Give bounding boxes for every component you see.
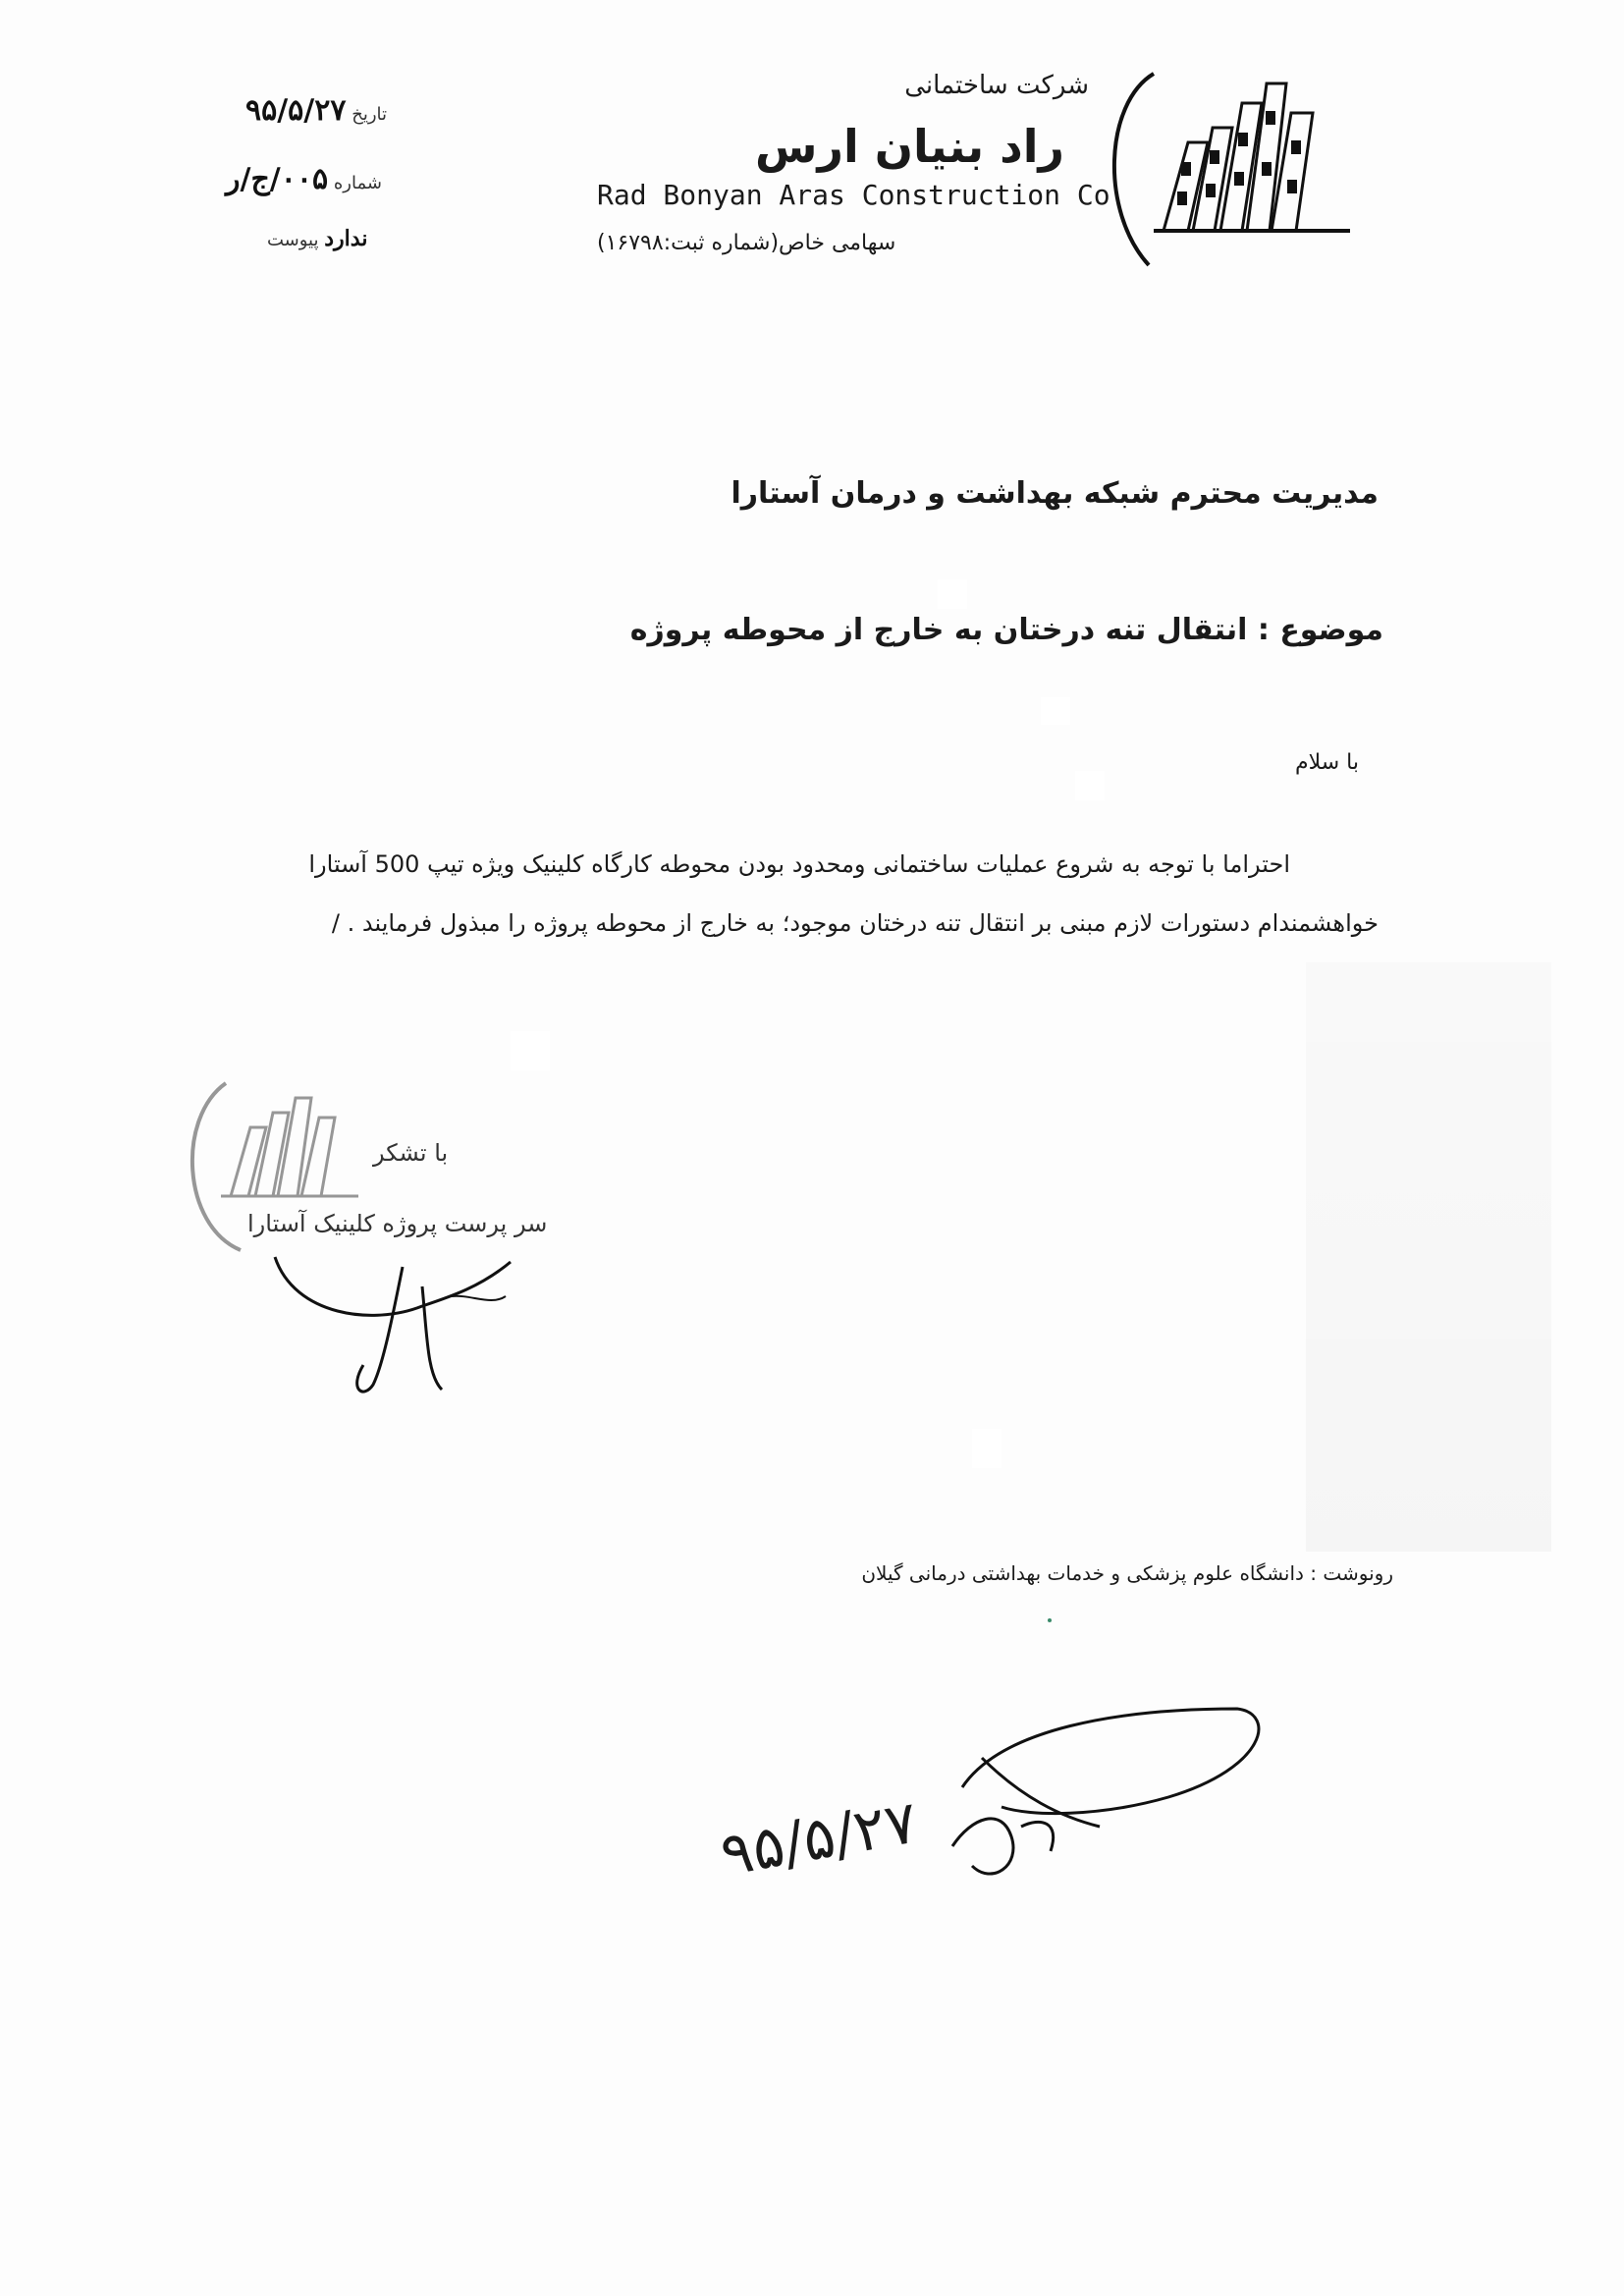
company-logo-icon <box>1095 54 1360 285</box>
redaction-box <box>1041 697 1070 725</box>
signature-icon <box>255 1169 530 1404</box>
redaction-box <box>511 1031 550 1070</box>
company-registration: سهامی خاص(شماره ثبت:۱۶۷۹۸) <box>597 231 896 255</box>
carbon-copy: رونوشت : دانشگاه علوم پزشکی و خدمات بهداشتی درمانی گیلان <box>861 1561 1393 1585</box>
handwritten-date: ۹۵/۵/۲۷ <box>715 1787 923 1890</box>
number-value: ۰۰۵/ج/ر <box>226 162 329 196</box>
company-name-en: Rad Bonyan Aras Construction Co <box>597 179 1110 211</box>
redaction-box <box>938 579 967 609</box>
redaction-box <box>972 1429 1001 1468</box>
date-label: تاریخ <box>352 104 388 125</box>
subject-line: موضوع : انتقال تنه درختان به خارج از محوطه پروژه <box>629 613 1383 647</box>
redaction-box <box>1075 771 1105 800</box>
number-field <box>226 162 382 196</box>
closing: با تشکر <box>373 1139 449 1167</box>
date-value: ۹۵/۵/۲۷ <box>245 93 347 128</box>
number-label: شماره <box>333 173 382 193</box>
attachment-value: ندارد <box>324 226 368 251</box>
date-field <box>245 93 387 128</box>
signer-title: سر پرست پروژه کلینیک آستارا <box>247 1210 548 1237</box>
scan-shadow <box>1306 962 1551 1552</box>
attachment-field <box>267 226 367 251</box>
ink-dot <box>1048 1618 1052 1622</box>
company-name-fa: راد بنیان ارس <box>755 120 1064 173</box>
body-line-1: احتراما با توجه به شروع عملیات ساختمانی ومحدود بودن محوطه کارگاه کلینیک ویژه تیپ 500 آستارا <box>308 850 1290 878</box>
body-line-2: خواهشمندام دستورات لازم مبنی بر انتقال تنه درختان موجود؛ به خارج از محوطه پروژه را مبذول فرمایند . / <box>331 909 1379 937</box>
addressee: مدیریت محترم شبکه بهداشت و درمان آستارا <box>731 476 1379 511</box>
attachment-label: پیوست <box>267 230 319 250</box>
company-type: شرکت ساختمانی <box>904 71 1089 100</box>
greeting: با سلام <box>1294 750 1359 775</box>
